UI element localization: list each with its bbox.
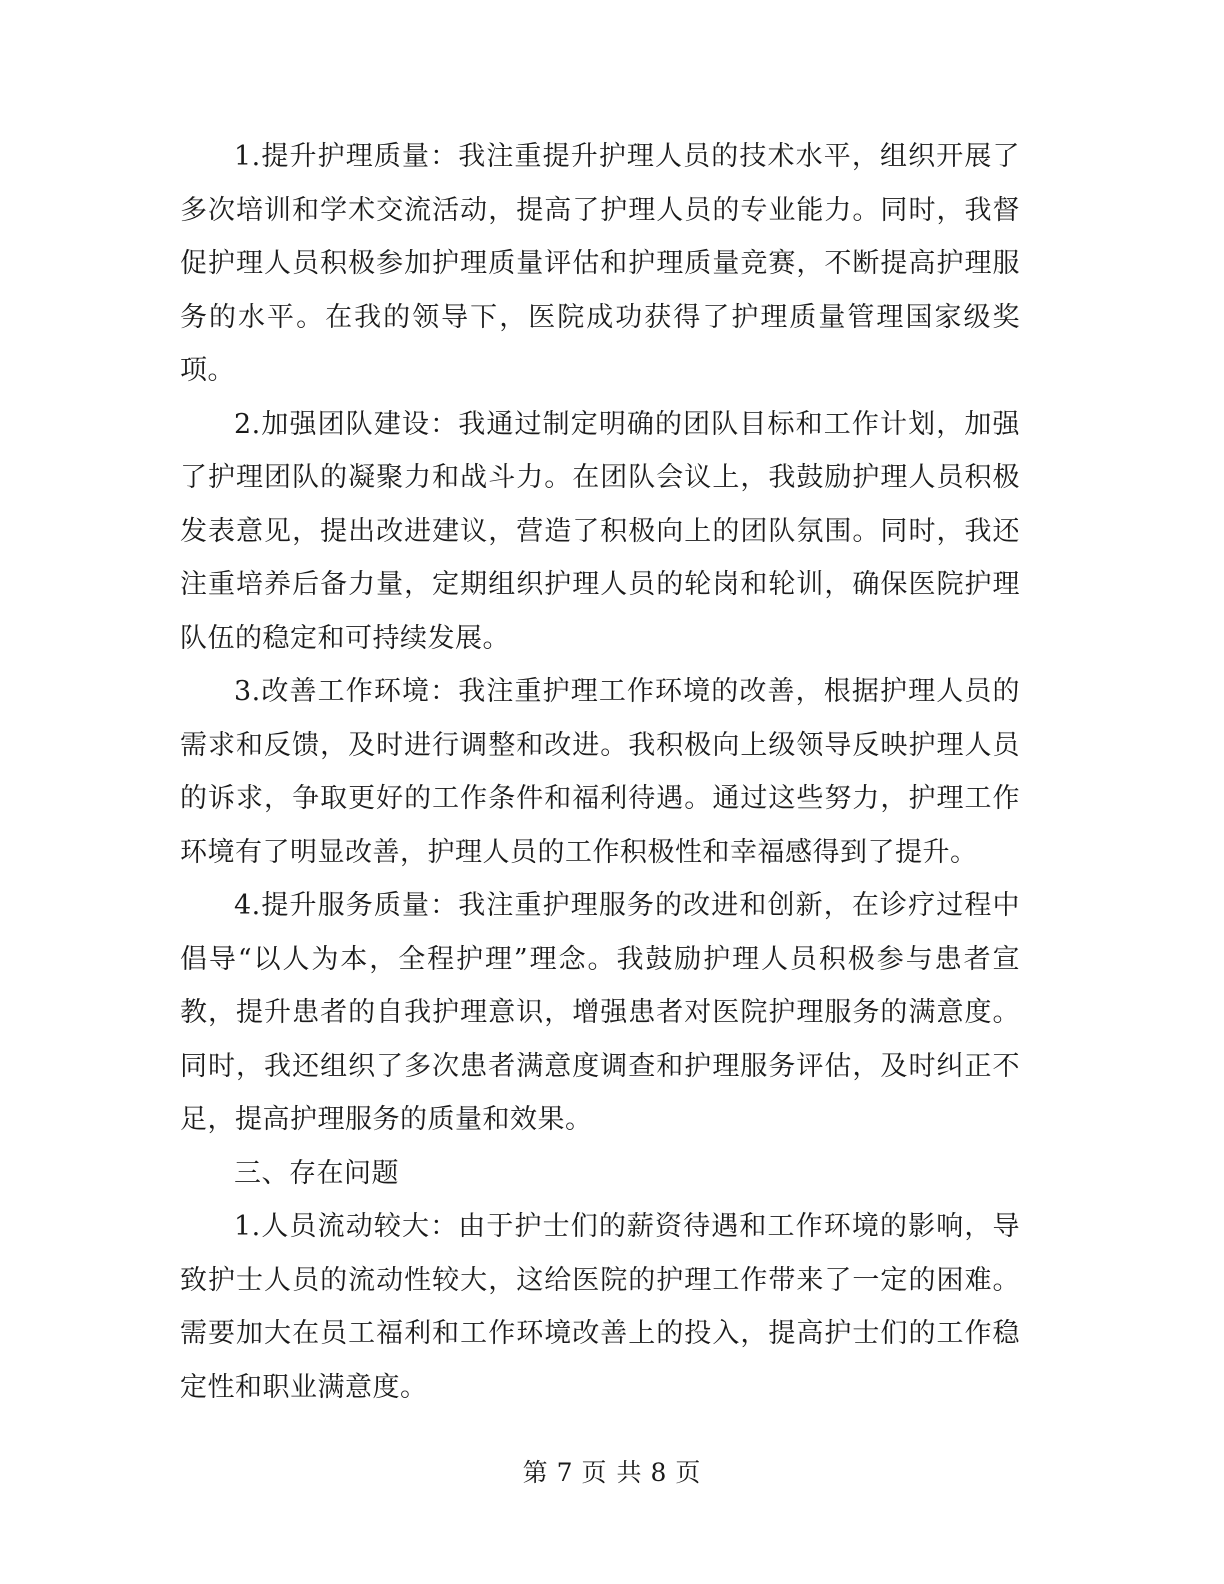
footer-middle: 页 共: [581, 1458, 643, 1487]
document-body: [180, 130, 1020, 1414]
paragraph-work-environment: 3.改善工作环境：我注重护理工作环境的改善，根据护理人员的需求和反馈，及时进行调整和改进。我积极向上级领导反映护理人员的诉求，争取更好的工作条件和福利待遇。通过这些努力，护理工作环境有了明显改善，护理人员的工作积极性和幸福感得到了提升。: [180, 676, 1020, 868]
footer-total-pages: 8: [650, 1458, 668, 1487]
footer-page-number: 7: [556, 1458, 574, 1487]
footer-prefix: 第: [522, 1458, 549, 1487]
paragraph-service-quality: 4.提升服务质量：我注重护理服务的改进和创新，在诊疗过程中倡导“以人为本，全程护理”理念。我鼓励护理人员积极参与患者宣教，提升患者的自我护理意识，增强患者对医院护理服务的满意度。同时，我还组织了多次患者满意度调查和护理服务评估，及时纠正不足，提高护理服务的质量和效果。: [180, 890, 1020, 1135]
section-heading-problems: 三、存在问题: [234, 1157, 399, 1189]
paragraph-improve-nursing-quality: 1.提升护理质量：我注重提升护理人员的技术水平，组织开展了多次培训和学术交流活动，提高了护理人员的专业能力。同时，我督促护理人员积极参加护理质量评估和护理质量竞赛，不断提高护理服务的水平。在我的领导下，医院成功获得了护理质量管理国家级奖项。: [180, 141, 1020, 386]
footer-suffix: 页: [675, 1458, 702, 1487]
paragraph-staff-turnover: 1.人员流动较大：由于护士们的薪资待遇和工作环境的影响，导致护士人员的流动性较大，这给医院的护理工作带来了一定的困难。需要加大在员工福利和工作环境改善上的投入，提高护士们的工作稳定性和职业满意度。: [180, 1211, 1020, 1403]
paragraph-team-building: 2.加强团队建设：我通过制定明确的团队目标和工作计划，加强了护理团队的凝聚力和战斗力。在团队会议上，我鼓励护理人员积极发表意见，提出改进建议，营造了积极向上的团队氛围。同时，我还注重培养后备力量，定期组织护理人员的轮岗和轮训，确保医院护理队伍的稳定和可持续发展。: [180, 408, 1020, 654]
page-footer: [0, 1453, 1224, 1493]
